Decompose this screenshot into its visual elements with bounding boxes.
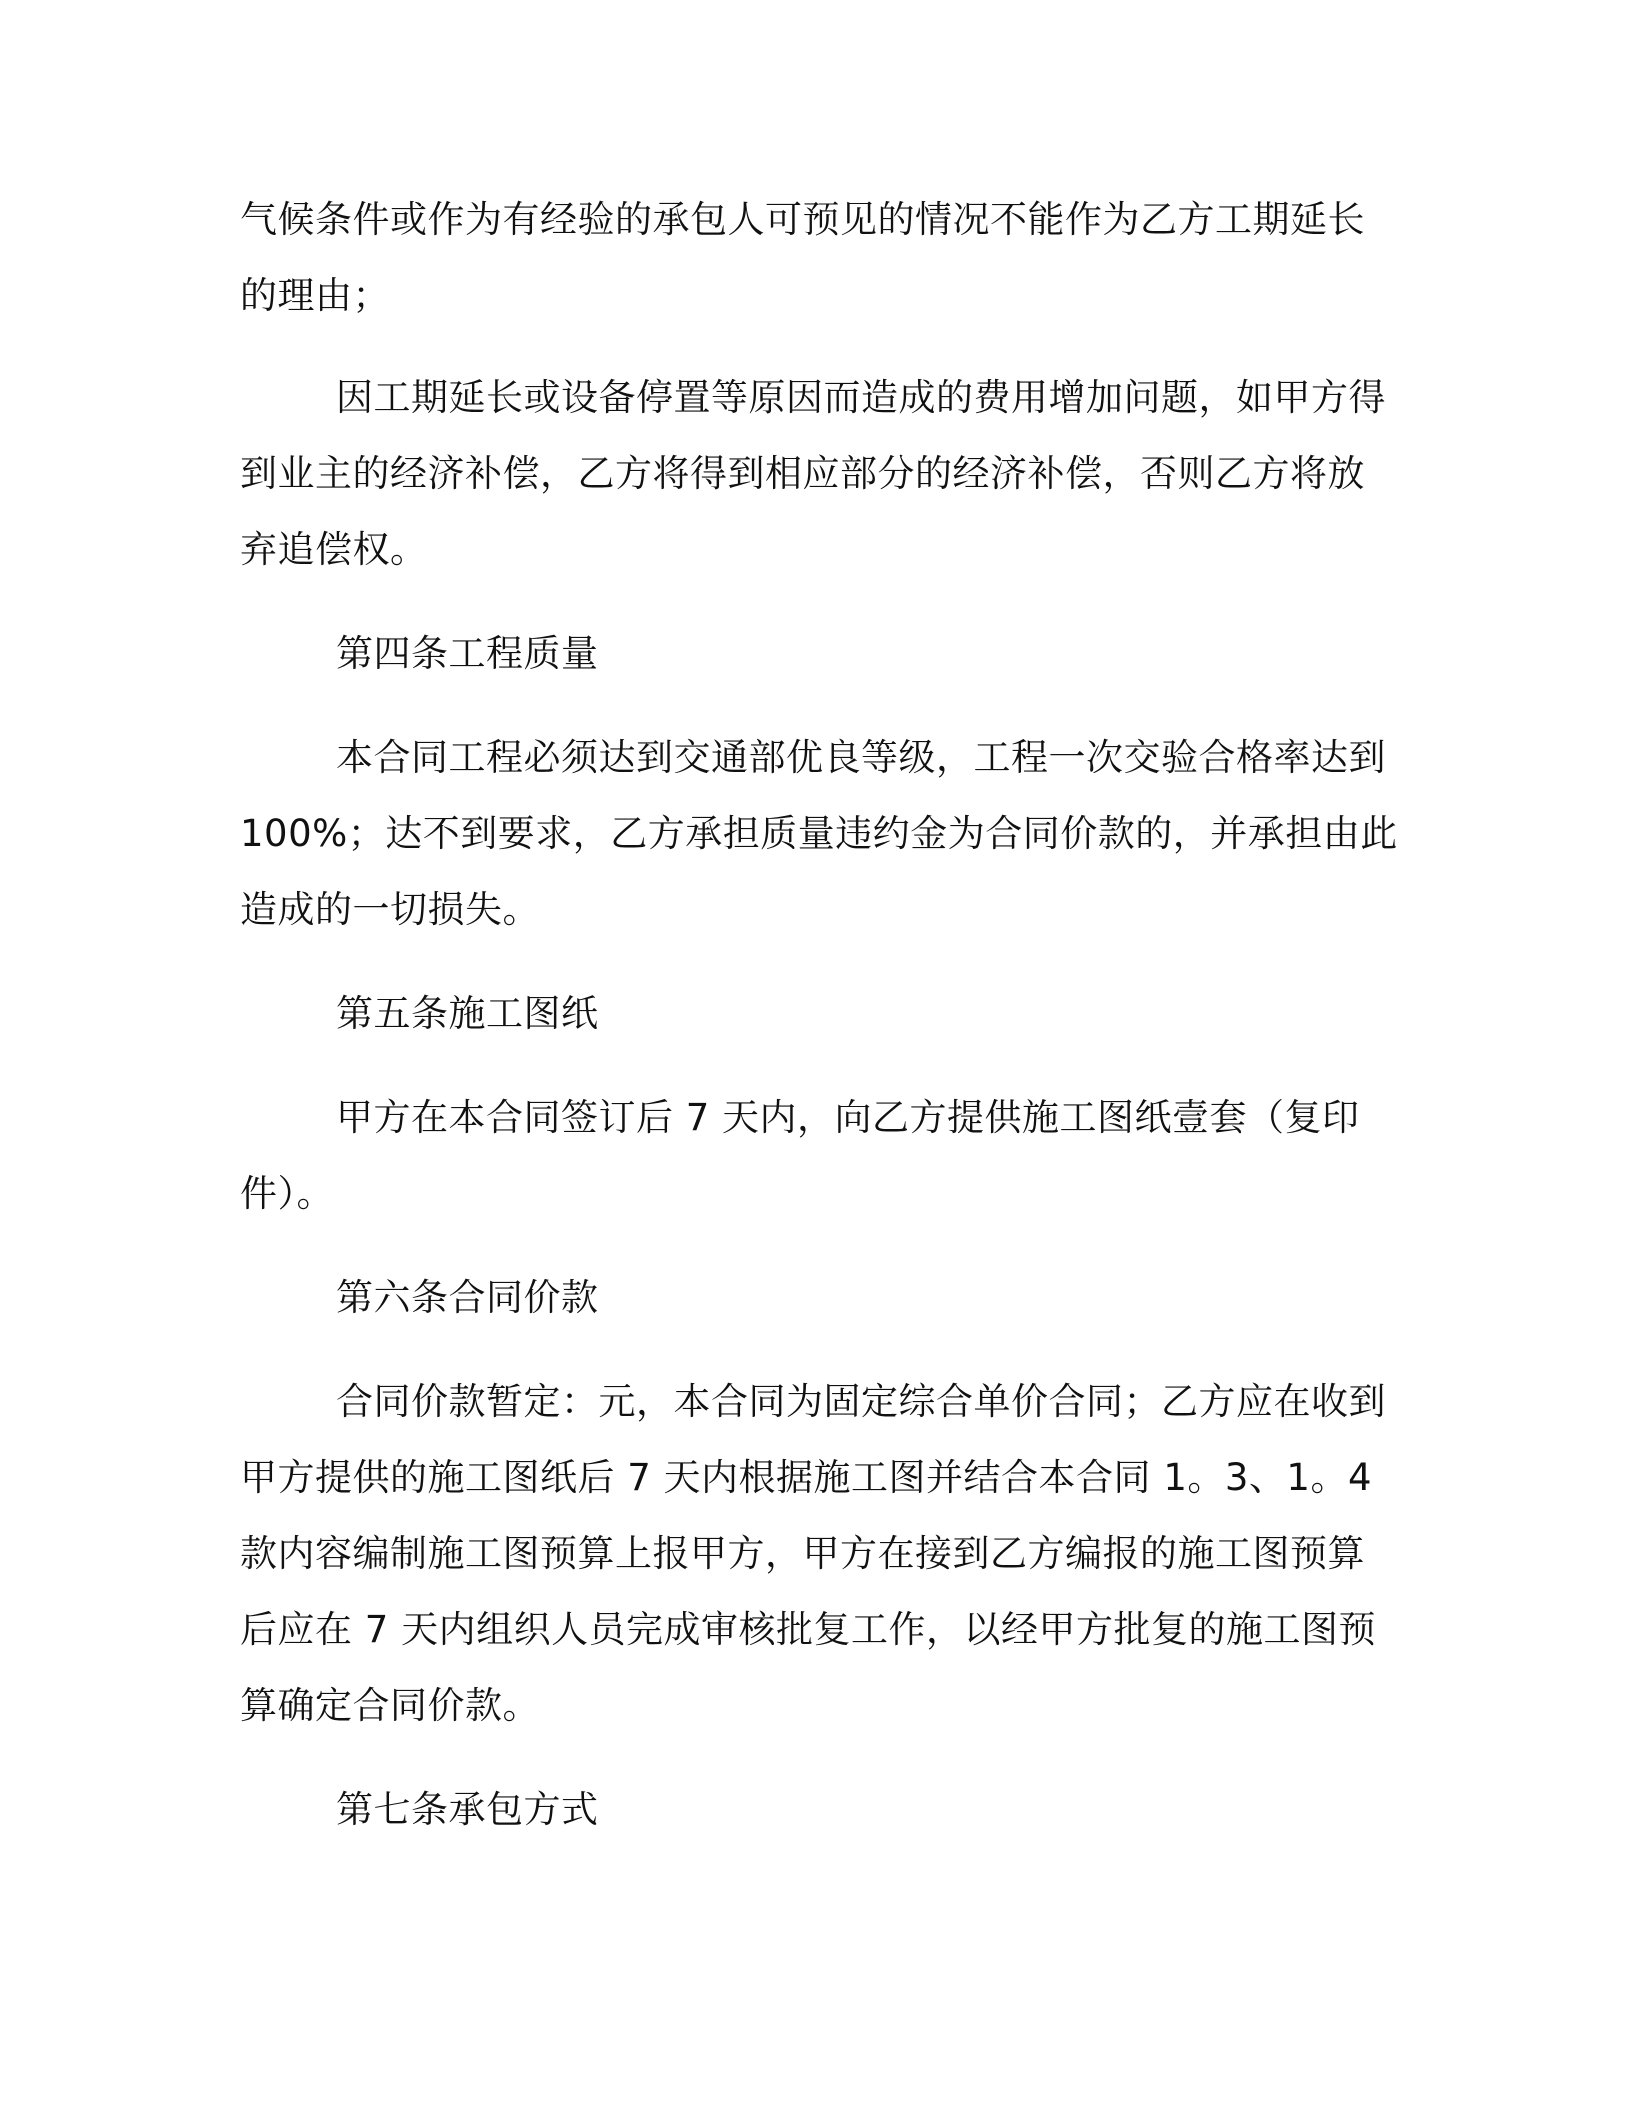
paragraph-line: 100%；达不到要求，乙方承担质量违约金为合同价款的，并承担由此: [240, 812, 1398, 855]
paragraph-line: 件）。: [240, 1172, 334, 1215]
paragraph-line: 本合同工程必须达到交通部优良等级，工程一次交验合格率达到: [336, 736, 1386, 779]
paragraph-line: 合同价款暂定：元，本合同为固定综合单价合同；乙方应在收到: [336, 1380, 1386, 1423]
paragraph-line: 算确定合同价款。: [240, 1684, 540, 1727]
paragraph-line: 甲方提供的施工图纸后 7 天内根据施工图并结合本合同 1。3、1。4: [240, 1456, 1372, 1499]
paragraph-line: 后应在 7 天内组织人员完成审核批复工作，以经甲方批复的施工图预: [240, 1608, 1377, 1651]
paragraph-line: 造成的一切损失。: [240, 888, 540, 931]
section-heading: 第五条施工图纸: [336, 992, 599, 1035]
section-heading: 第四条工程质量: [336, 632, 599, 675]
paragraph-line: 甲方在本合同签订后 7 天内，向乙方提供施工图纸壹套（复印: [336, 1096, 1360, 1139]
paragraph-line: 的理由；: [240, 274, 390, 317]
paragraph-line: 因工期延长或设备停置等原因而造成的费用增加问题，如甲方得: [336, 376, 1386, 419]
section-heading: 第七条承包方式: [336, 1788, 599, 1831]
paragraph-line: 气候条件或作为有经验的承包人可预见的情况不能作为乙方工期延长: [240, 198, 1365, 241]
paragraph-line: 到业主的经济补偿，乙方将得到相应部分的经济补偿，否则乙方将放: [240, 452, 1365, 495]
section-heading: 第六条合同价款: [336, 1276, 599, 1319]
paragraph-line: 弃追偿权。: [240, 528, 428, 571]
paragraph-line: 款内容编制施工图预算上报甲方，甲方在接到乙方编报的施工图预算: [240, 1532, 1365, 1575]
